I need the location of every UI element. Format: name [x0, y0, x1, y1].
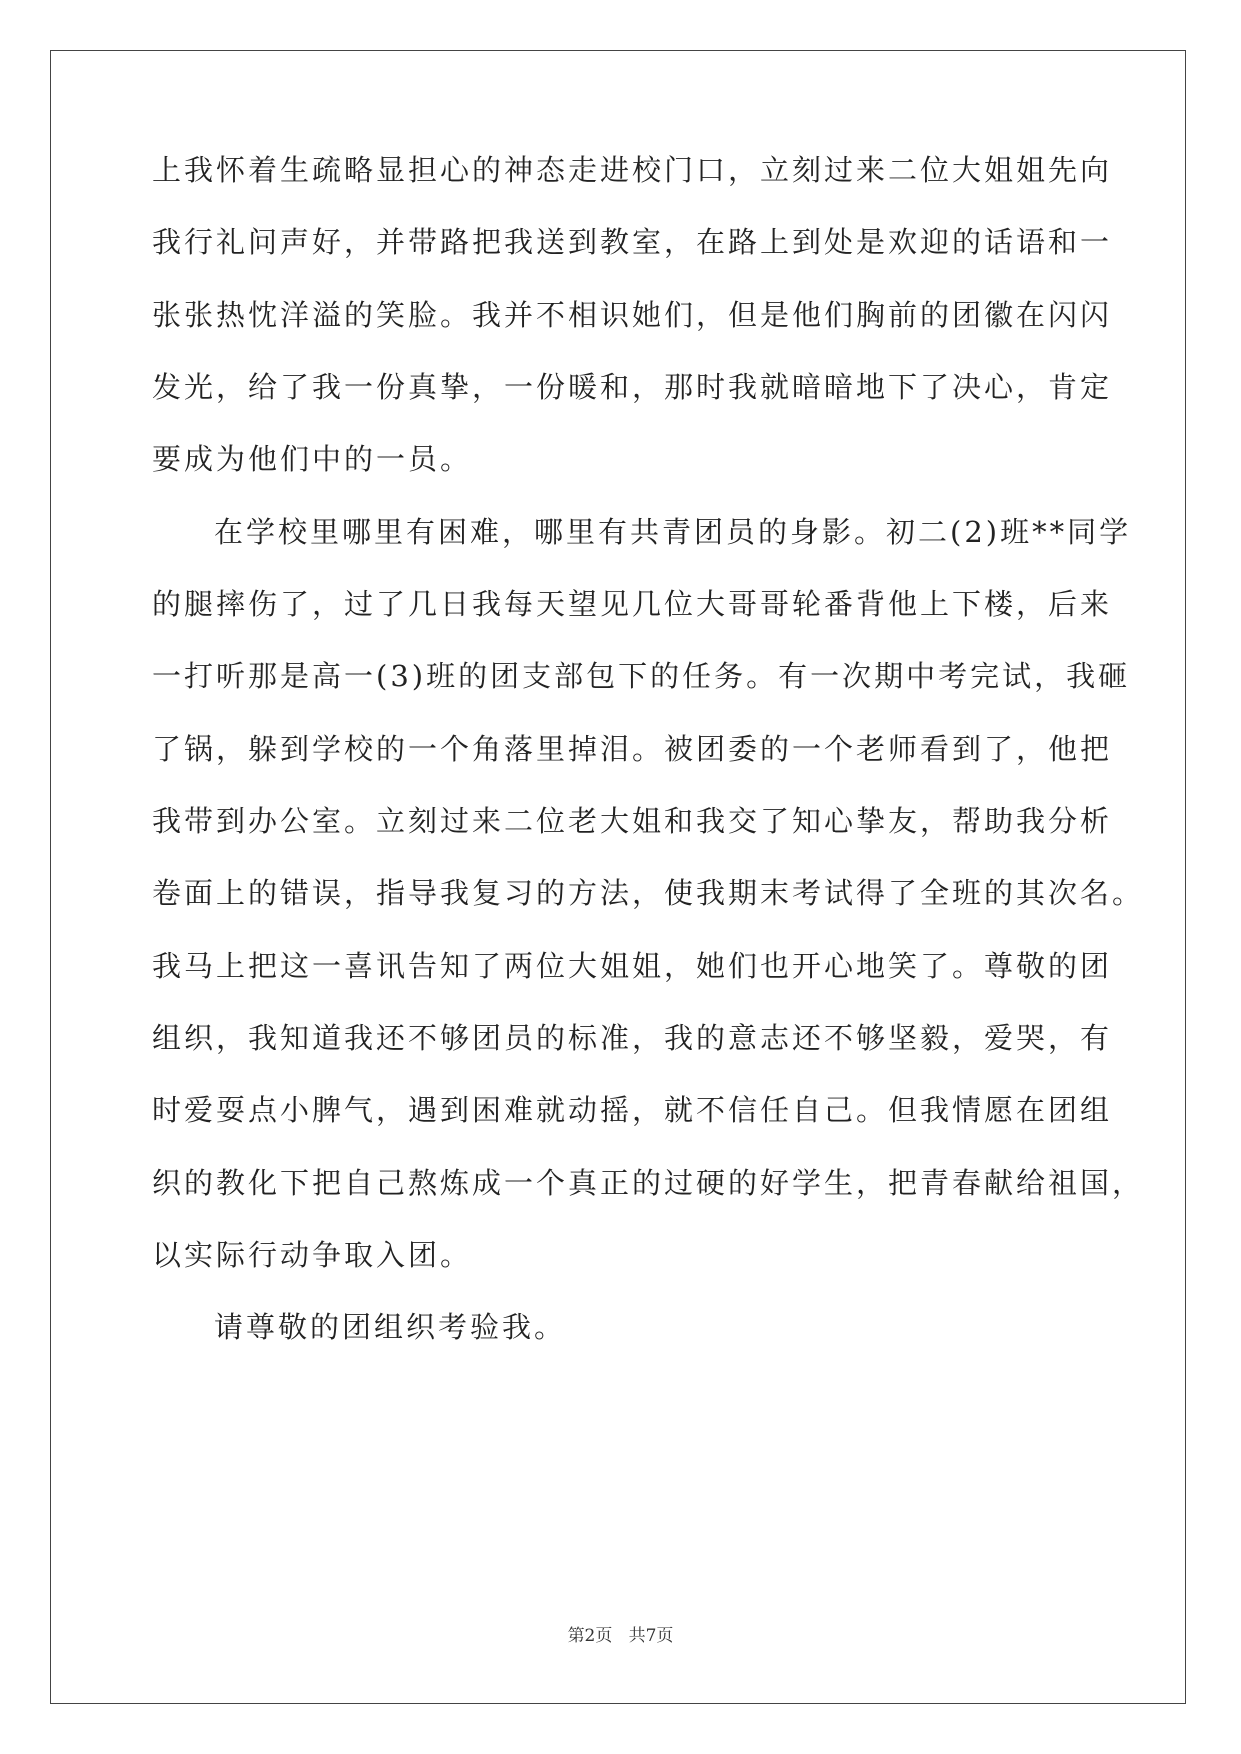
text-line: 时爱耍点小脾气，遇到困难就动摇，就不信任自己。但我情愿在团组 — [152, 1093, 1113, 1127]
text-line: 组织，我知道我还不够团员的标准，我的意志还不够坚毅，爱哭，有 — [152, 1021, 1113, 1055]
text-line: 我行礼问声好，并带路把我送到教室，在路上到处是欢迎的话语和一 — [152, 225, 1113, 259]
text-line: 卷面上的错误，指导我复习的方法，使我期末考试得了全班的其次名。 — [152, 876, 1145, 910]
page-total: 共7页 — [628, 1626, 674, 1646]
paragraph-first-line: 请尊敬的团组织考验我。 — [214, 1310, 567, 1344]
text-line: 我马上把这一喜讯告知了两位大姐姐，她们也开心地笑了。尊敬的团 — [152, 949, 1113, 983]
page-number: 第2页 — [567, 1626, 613, 1646]
text-line: 了锅，躲到学校的一个角落里掉泪。被团委的一个老师看到了，他把 — [152, 732, 1113, 766]
text-line: 的腿摔伤了，过了几日我每天望见几位大哥哥轮番背他上下楼，后来 — [152, 587, 1113, 621]
paragraph-first-line: 在学校里哪里有困难，哪里有共青团员的身影。初二(2)班**同学 — [214, 515, 1132, 549]
text-line: 张张热忱洋溢的笑脸。我并不相识她们，但是他们胸前的团徽在闪闪 — [152, 298, 1113, 332]
text-line: 织的教化下把自己熬炼成一个真正的过硬的好学生，把青春献给祖国， — [152, 1166, 1145, 1200]
page-footer — [0, 1624, 1241, 1648]
text-line: 发光，给了我一份真挚，一份暖和，那时我就暗暗地下了决心，肯定 — [152, 370, 1113, 404]
text-line: 以实际行动争取入团。 — [152, 1238, 473, 1272]
text-line: 上我怀着生疏略显担心的神态走进校门口，立刻过来二位大姐姐先向 — [152, 153, 1113, 187]
text-line: 要成为他们中的一员。 — [152, 442, 473, 476]
text-line: 一打听那是高一(3)班的团支部包下的任务。有一次期中考完试，我砸 — [152, 659, 1131, 693]
text-line: 我带到办公室。立刻过来二位老大姐和我交了知心挚友，帮助我分析 — [152, 804, 1113, 838]
